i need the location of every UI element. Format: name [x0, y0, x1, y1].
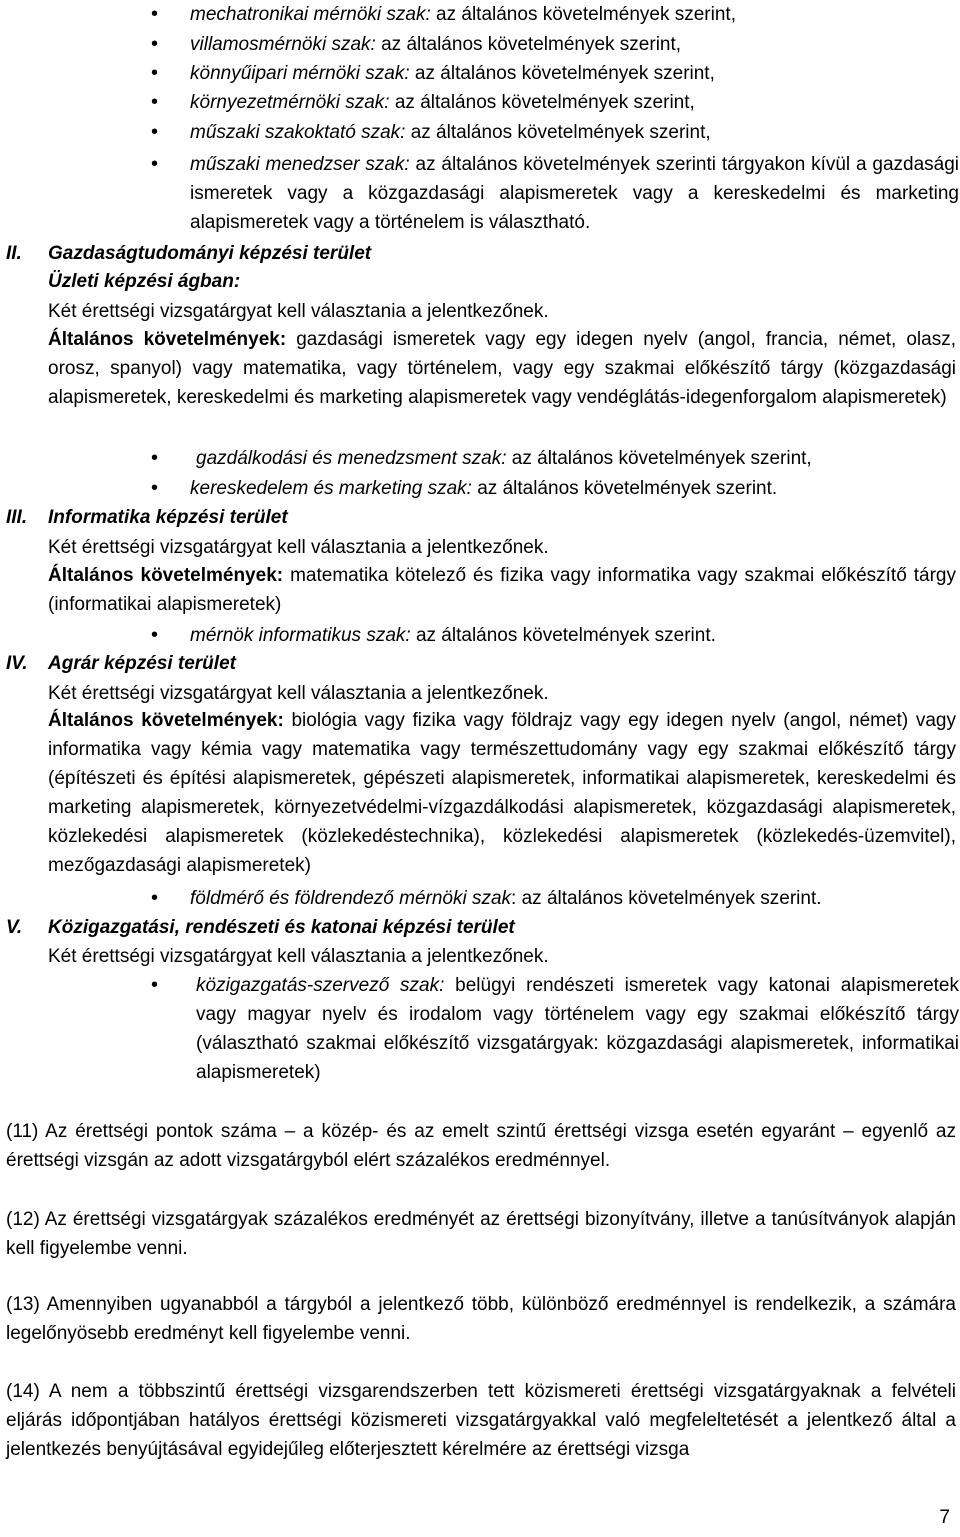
list-item: • műszaki menedzser szak: az általános követelmények szerinti tárgyakon kívül a gazdasági ismeretek vagy a közgazdasági alapismeretek vagy a kereskedelmi és marketing alapismeretek vagy a történelem is választható. — [151, 150, 959, 237]
list-item: • kereskedelem és marketing szak: az általános követelmények szerint. — [151, 474, 959, 503]
section-intro: Két érettségi vizsgatárgyat kell választania a jelentkezőnek. — [48, 301, 549, 322]
section-heading-4: IV. Agrár képzési terület — [6, 653, 236, 674]
general-requirements: Általános követelmények: gazdasági ismeretek vagy egy idegen nyelv (angol, francia, német, olasz, orosz, spanyol) vagy matematika, vagy történelem, vagy egy szakmai előkészítő tárgy (közgazdasági alapismeretek, kereskedelmi és marketing alapismeretek vagy vendéglátás-idegenforgalom alapismeretek) — [48, 329, 956, 408]
list-item: • környezetmérnöki szak: az általános követelmények szerint, — [151, 88, 959, 117]
general-requirements: Általános követelmények: matematika kötelező és fizika vagy informatika vagy szakmai előkészítő tárgy (informatikai alapismeretek) — [48, 565, 956, 615]
list-item: • villamosmérnöki szak: az általános követelmények szerint, — [151, 30, 959, 59]
list-item: • mechatronikai mérnöki szak: az általános követelmények szerint, — [151, 0, 959, 29]
section-subtitle: Üzleti képzési ágban: — [48, 271, 241, 292]
section-heading-5: V. Közigazgatási, rendészeti és katonai képzési terület — [6, 917, 515, 938]
list-item: • könnyűipari mérnöki szak: az általános követelmények szerint, — [151, 59, 959, 88]
section-intro: Két érettségi vizsgatárgyat kell választania a jelentkezőnek. — [48, 946, 549, 967]
page-number: 7 — [939, 1507, 950, 1528]
general-requirements: Általános követelmények: biológia vagy fizika vagy földrajz vagy egy idegen nyelv (angol, német) vagy informatika vagy kémia vagy matematika vagy természettudomány vagy egy szakmai előkészítő tárgy (építészeti és építési alapismeretek, gépészeti alapismeretek, informatikai alapismeretek, kereskedelmi és marketing alapismeretek, környezetvédelmi-vízgazdálkodási alapismeretek, közgazdasági alapismeretek, közlekedési alapismeretek (közlekedéstechnika), közlekedési alapismeretek (közlekedés-üzemvitel), mezőgazdasági alapismeretek) — [48, 710, 956, 876]
list-item: • műszaki szakoktató szak: az általános követelmények szerint, — [151, 118, 959, 147]
section-heading-3: III. Informatika képzési terület — [6, 507, 288, 528]
list-item: • mérnök informatikus szak: az általános követelmények szerint. — [151, 621, 959, 650]
paragraph-11: (11) Az érettségi pontok száma – a közép- és az emelt szintű érettségi vizsga esetén egyaránt – egyenlő az érettségi vizsgán az adott vizsgatárgyból elért százalékos eredménnyel. — [6, 1121, 956, 1171]
section-intro: Két érettségi vizsgatárgyat kell választania a jelentkezőnek. — [48, 537, 549, 558]
list-item: • gazdálkodási és menedzsment szak: az általános követelmények szerint, — [151, 444, 959, 473]
section-intro: Két érettségi vizsgatárgyat kell választania a jelentkezőnek. — [48, 683, 549, 704]
section-heading-2: II. Gazdaságtudományi képzési terület — [6, 243, 372, 264]
paragraph-14: (14) A nem a többszintű érettségi vizsgarendszerben tett közismereti érettségi vizsgatárgyaknak a felvételi eljárás időpontjában hatályos érettségi közismereti vizsgatárgyakkal való megfeleltetését a jelentkező által a jelentkezés benyújtásával egyidejűleg előterjesztett kérelmére az érettségi vizsga — [6, 1381, 956, 1460]
list-item: • közigazgatás-szervező szak: belügyi rendészeti ismeretek vagy katonai alapismeretek vagy magyar nyelv és irodalom vagy történelem vagy egy szakmai előkészítő tárgy (választható szakmai előkészítő vizsgatárgyak: közgazdasági alapismeretek, informatikai alapismeretek) — [151, 971, 959, 1087]
list-item: • földmérő és földrendező mérnöki szak: az általános követelmények szerint. — [151, 884, 959, 913]
paragraph-12: (12) Az érettségi vizsgatárgyak százalékos eredményét az érettségi bizonyítvány, illetve a tanúsítványok alapján kell figyelembe venni. — [6, 1209, 956, 1259]
paragraph-13: (13) Amennyiben ugyanabból a tárgyból a jelentkező több, különböző eredménnyel is rendelkezik, a számára legelőnyösebb eredményt kell figyelembe venni. — [6, 1294, 956, 1344]
